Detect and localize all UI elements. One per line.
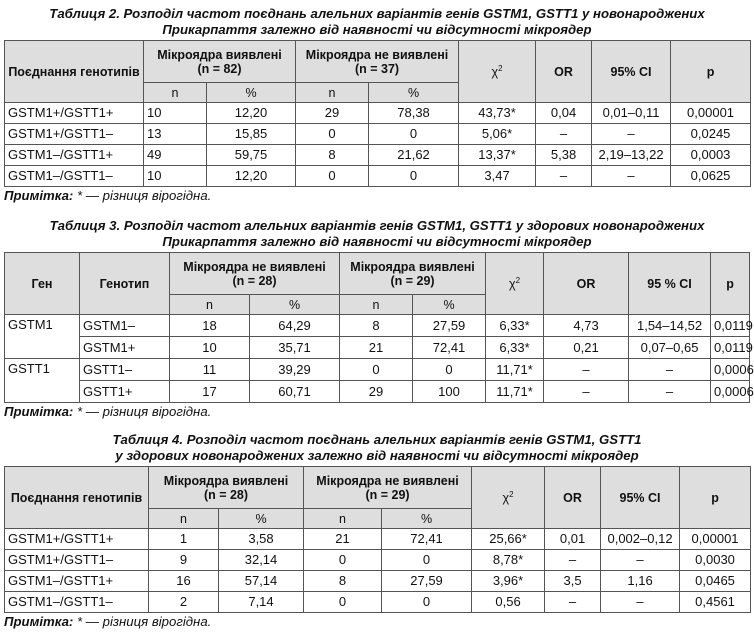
p-cell: 0,0006	[711, 381, 750, 403]
chi-cell: 5,06*	[459, 124, 536, 145]
table2-caption	[4, 6, 750, 38]
p-cell: 0,0119	[711, 315, 750, 337]
table4-header-group2	[304, 467, 472, 509]
table3	[4, 252, 754, 403]
table-row	[5, 166, 751, 187]
combo-cell: GSTM1–/GSTT1–	[5, 166, 144, 187]
table2-header-or: OR	[536, 41, 592, 103]
table-row	[5, 124, 751, 145]
n2-cell: 8	[340, 315, 413, 337]
table3-header-genotype: Генотип	[80, 253, 170, 315]
ci-cell: –	[601, 592, 680, 613]
or-cell: 0,21	[544, 337, 629, 359]
table-row	[5, 103, 751, 124]
table4-caption-line2: у здорових новонароджених залежно від наявності чи відсутності мікроядер	[115, 448, 639, 463]
table4-note	[4, 614, 750, 630]
table2-header-n2: n	[296, 83, 369, 103]
table2-header-pct2: %	[369, 83, 459, 103]
n2-cell: 21	[304, 529, 382, 550]
p1-cell: 60,71	[250, 381, 340, 403]
p1-cell: 7,14	[219, 592, 304, 613]
ci-cell: 1,16	[601, 571, 680, 592]
or-cell: 0,04	[536, 103, 592, 124]
table3-note-text: * — різниця вірогідна.	[73, 404, 212, 419]
chi-superscript: 2	[509, 489, 514, 499]
p-cell: 0,4561	[680, 592, 751, 613]
chi-cell: 13,37*	[459, 145, 536, 166]
chi-cell: 25,66*	[472, 529, 545, 550]
table4-header-pct2: %	[382, 509, 472, 529]
table3-header-gene: Ген	[5, 253, 80, 315]
chi-cell: 11,71*	[486, 381, 544, 403]
table3-header-or: OR	[544, 253, 629, 315]
ci-cell: –	[601, 550, 680, 571]
table-row	[5, 529, 751, 550]
n2-cell: 8	[296, 145, 369, 166]
chi-superscript: 2	[515, 275, 521, 285]
p2-cell: 78,38	[369, 103, 459, 124]
table2-header-group2-title: Мікроядра не виявлені	[305, 47, 449, 62]
p-cell: 0,0030	[680, 550, 751, 571]
n2-cell: 29	[296, 103, 369, 124]
table3-block	[4, 218, 754, 420]
table-row	[5, 550, 751, 571]
or-cell: –	[536, 166, 592, 187]
table2-note-text: * — різниця вірогідна.	[73, 188, 212, 203]
table3-header-pct1: %	[250, 295, 340, 315]
n2-cell: 21	[340, 337, 413, 359]
or-cell: –	[545, 592, 601, 613]
n2-cell: 0	[340, 359, 413, 381]
p2-cell: 0	[369, 124, 459, 145]
combo-cell: GSTM1–/GSTT1+	[5, 145, 144, 166]
chi-cell: 6,33*	[486, 315, 544, 337]
or-cell: 5,38	[536, 145, 592, 166]
p1-cell: 57,14	[219, 571, 304, 592]
table-row	[5, 337, 750, 359]
p2-cell: 72,41	[382, 529, 472, 550]
table4-header-ci: 95% CI	[601, 467, 680, 529]
combo-cell: GSTM1–/GSTT1+	[5, 571, 149, 592]
p1-cell: 59,75	[207, 145, 296, 166]
table3-header-p: p	[711, 253, 750, 315]
p2-cell: 0	[369, 166, 459, 187]
genotype-cell: GSTT1–	[80, 359, 170, 381]
table3-note-label: Примітка:	[4, 404, 74, 419]
n1-cell: 10	[144, 166, 207, 187]
gene-cell: GSTT1	[5, 359, 80, 403]
table4-note-text: * — різниця вірогідна.	[73, 614, 212, 629]
table2-note	[4, 188, 750, 204]
table4-header-or: OR	[545, 467, 601, 529]
table3-header-group1-title: Мікроядра не виявлені	[183, 259, 326, 274]
table3-header-group1	[170, 253, 340, 295]
n1-cell: 16	[149, 571, 219, 592]
n2-cell: 0	[304, 550, 382, 571]
table3-caption-line2: Прикарпаття залежно від наявності чи відсутності мікроядер	[162, 234, 592, 249]
chi-cell: 3,96*	[472, 571, 545, 592]
combo-cell: GSTM1+/GSTT1+	[5, 103, 144, 124]
table4-header-n2: n	[304, 509, 382, 529]
chi-symbol: χ	[502, 490, 510, 505]
table2-header-p: p	[671, 41, 751, 103]
table3-note	[4, 404, 750, 420]
chi-cell: 0,56	[472, 592, 545, 613]
table4-header-n1: n	[149, 509, 219, 529]
table3-caption-line1: Таблиця 3. Розподіл частот алельних варіантів генів GSTM1, GSTT1 у здорових новонароджених	[49, 218, 705, 233]
table4-header-chi	[472, 467, 545, 529]
table-row	[5, 571, 751, 592]
table3-header-pct2: %	[413, 295, 486, 315]
or-cell: –	[536, 124, 592, 145]
p1-cell: 32,14	[219, 550, 304, 571]
p-cell: 0,00001	[680, 529, 751, 550]
table3-header-n1: n	[170, 295, 250, 315]
n2-cell: 0	[296, 124, 369, 145]
table4-header-group1	[149, 467, 304, 509]
combo-cell: GSTM1+/GSTT1–	[5, 550, 149, 571]
chi-cell: 3,47	[459, 166, 536, 187]
p2-cell: 72,41	[413, 337, 486, 359]
table2	[4, 40, 751, 187]
table4-header-combo: Поєднання генотипів	[5, 467, 149, 529]
p1-cell: 39,29	[250, 359, 340, 381]
ci-cell: –	[592, 166, 671, 187]
p1-cell: 12,20	[207, 103, 296, 124]
table4-header-group1-n: (n = 28)	[203, 487, 249, 502]
or-cell: –	[545, 550, 601, 571]
n1-cell: 11	[170, 359, 250, 381]
p1-cell: 64,29	[250, 315, 340, 337]
table4-header-p: p	[680, 467, 751, 529]
p2-cell: 0	[413, 359, 486, 381]
p-cell: 0,0119	[711, 337, 750, 359]
table3-header-chi	[486, 253, 544, 315]
table4-header-group2-title: Мікроядра не виявлені	[316, 473, 459, 488]
ci-cell: –	[629, 359, 711, 381]
p-cell: 0,0465	[680, 571, 751, 592]
p-cell: 0,0003	[671, 145, 751, 166]
or-cell: 3,5	[545, 571, 601, 592]
table-row	[5, 592, 751, 613]
table2-header-pct1: %	[207, 83, 296, 103]
chi-superscript: 2	[498, 63, 503, 73]
p1-cell: 35,71	[250, 337, 340, 359]
p2-cell: 21,62	[369, 145, 459, 166]
p1-cell: 12,20	[207, 166, 296, 187]
table4	[4, 466, 751, 613]
table2-caption-line2: Прикарпаття залежно від наявності чи відсутності мікроядер	[162, 22, 592, 37]
table-row	[5, 145, 751, 166]
table2-header-group1-title: Мікроядра виявлені	[157, 47, 282, 62]
ci-cell: 1,54–14,52	[629, 315, 711, 337]
table2-header-group2	[296, 41, 459, 83]
n1-cell: 10	[144, 103, 207, 124]
n1-cell: 1	[149, 529, 219, 550]
table3-caption	[4, 218, 750, 250]
p1-cell: 15,85	[207, 124, 296, 145]
p2-cell: 27,59	[382, 571, 472, 592]
table4-header-group2-n: (n = 29)	[365, 487, 410, 502]
p2-cell: 0	[382, 592, 472, 613]
n2-cell: 8	[304, 571, 382, 592]
table3-header-group2-n: (n = 29)	[390, 273, 435, 288]
chi-cell: 43,73*	[459, 103, 536, 124]
n1-cell: 9	[149, 550, 219, 571]
p-cell: 0,0625	[671, 166, 751, 187]
combo-cell: GSTM1–/GSTT1–	[5, 592, 149, 613]
n2-cell: 29	[340, 381, 413, 403]
table4-note-label: Примітка:	[4, 614, 74, 629]
table-row	[5, 359, 750, 381]
table2-header-group1-n: (n = 82)	[197, 61, 242, 76]
p-cell: 0,00001	[671, 103, 751, 124]
table3-header-group1-n: (n = 28)	[232, 273, 277, 288]
or-cell: –	[544, 381, 629, 403]
genotype-cell: GSTM1+	[80, 337, 170, 359]
p2-cell: 27,59	[413, 315, 486, 337]
table2-header-combo: Поєднання генотипів	[5, 41, 144, 103]
chi-cell: 6,33*	[486, 337, 544, 359]
table-row	[5, 315, 750, 337]
table3-header-ci: 95 % CI	[629, 253, 711, 315]
table2-header-n1: n	[144, 83, 207, 103]
table3-header-group2-title: Мікроядра виявлені	[350, 259, 475, 274]
p1-cell: 3,58	[219, 529, 304, 550]
table2-header-group2-n: (n = 37)	[354, 61, 400, 76]
table4-header-group1-title: Мікроядра виявлені	[163, 473, 289, 488]
p-cell: 0,0006	[711, 359, 750, 381]
table2-caption-line1: Таблиця 2. Розподіл частот поєднань алельних варіантів генів GSTM1, GSTT1 у новонароджених	[49, 6, 705, 21]
chi-symbol: χ	[491, 64, 499, 79]
p2-cell: 0	[382, 550, 472, 571]
n1-cell: 10	[170, 337, 250, 359]
chi-symbol: χ	[509, 276, 516, 291]
combo-cell: GSTM1+/GSTT1–	[5, 124, 144, 145]
or-cell: –	[544, 359, 629, 381]
table3-header-n2: n	[340, 295, 413, 315]
genotype-cell: GSTM1–	[80, 315, 170, 337]
n2-cell: 0	[296, 166, 369, 187]
table2-note-label: Примітка:	[4, 188, 74, 203]
ci-cell: 0,07–0,65	[629, 337, 711, 359]
n1-cell: 13	[144, 124, 207, 145]
table4-block	[4, 432, 750, 630]
table4-caption-line1: Таблиця 4. Розподіл частот поєднань алельних варіантів генів GSTM1, GSTT1	[112, 432, 642, 447]
ci-cell: 0,002–0,12	[601, 529, 680, 550]
chi-cell: 11,71*	[486, 359, 544, 381]
chi-cell: 8,78*	[472, 550, 545, 571]
combo-cell: GSTM1+/GSTT1+	[5, 529, 149, 550]
table2-header-group1	[144, 41, 296, 83]
n2-cell: 0	[304, 592, 382, 613]
ci-cell: –	[592, 124, 671, 145]
table3-header-group2	[340, 253, 486, 295]
ci-cell: 2,19–13,22	[592, 145, 671, 166]
ci-cell: –	[629, 381, 711, 403]
n1-cell: 17	[170, 381, 250, 403]
ci-cell: 0,01–0,11	[592, 103, 671, 124]
table2-header-ci: 95% CI	[592, 41, 671, 103]
or-cell: 0,01	[545, 529, 601, 550]
genotype-cell: GSTT1+	[80, 381, 170, 403]
p2-cell: 100	[413, 381, 486, 403]
n1-cell: 18	[170, 315, 250, 337]
p-cell: 0,0245	[671, 124, 751, 145]
n1-cell: 49	[144, 145, 207, 166]
gene-cell: GSTM1	[5, 315, 80, 359]
table-row	[5, 381, 750, 403]
table2-header-chi	[459, 41, 536, 103]
or-cell: 4,73	[544, 315, 629, 337]
n1-cell: 2	[149, 592, 219, 613]
table4-caption	[4, 432, 750, 464]
table4-header-pct1: %	[219, 509, 304, 529]
table2-block	[4, 6, 750, 204]
